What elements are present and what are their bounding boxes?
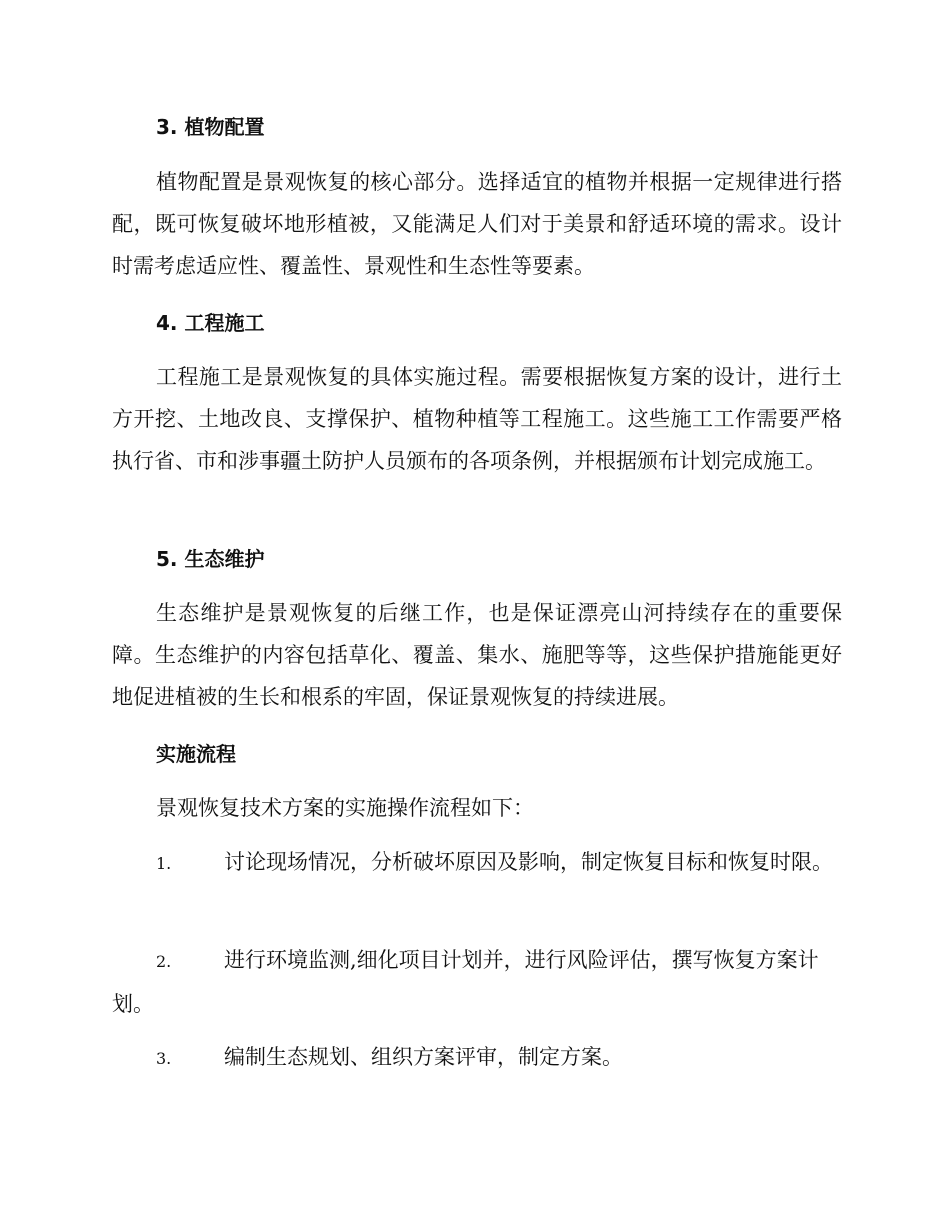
list-item	[112, 841, 842, 885]
section-heading-implementation-process: 实施流程	[156, 742, 236, 766]
list-item-number: 2.	[156, 952, 172, 971]
section-body-engineering-construction: 工程施工是景观恢复的具体实施过程。需要根据恢复方案的设计，进行土方开挖、土地改良、支撑保护、植物种植等工程施工。这些施工工作需要严格执行省、市和涉事疆土防护人员颁布的各项条例，并根据颁布计划完成施工。	[112, 365, 842, 473]
list-item-text: 讨论现场情况，分析破坏原因及影响，制定恢复目标和恢复时限。	[224, 850, 833, 874]
list-item-number: 1.	[156, 854, 172, 873]
list-item	[112, 1036, 842, 1080]
list-item-text: 进行环境监测,细化项目计划并，进行风险评估，撰写恢复方案计划。	[112, 948, 819, 1016]
section-body-plant-configuration: 植物配置是景观恢复的核心部分。选择适宜的植物并根据一定规律进行搭配，既可恢复破坏地形植被，又能满足人们对于美景和舒适环境的需求。设计时需考虑适应性、覆盖性、景观性和生态性等要素。	[112, 170, 842, 278]
list-item-number: 3.	[156, 1049, 172, 1068]
section-heading-engineering-construction: 4. 工程施工	[156, 311, 265, 335]
section-heading-plant-configuration: 3. 植物配置	[156, 115, 265, 139]
list-item	[112, 939, 842, 1025]
section-body-ecological-maintenance: 生态维护是景观恢复的后继工作，也是保证漂亮山河持续存在的重要保障。生态维护的内容包括草化、覆盖、集水、施肥等等，这些保护措施能更好地促进植被的生长和根系的牢固，保证景观恢复的持续进展。	[112, 601, 842, 709]
process-intro: 景观恢复技术方案的实施操作流程如下：	[156, 796, 534, 820]
list-item-text: 编制生态规划、组织方案评审，制定方案。	[224, 1045, 623, 1069]
section-heading-ecological-maintenance: 5. 生态维护	[156, 547, 265, 571]
